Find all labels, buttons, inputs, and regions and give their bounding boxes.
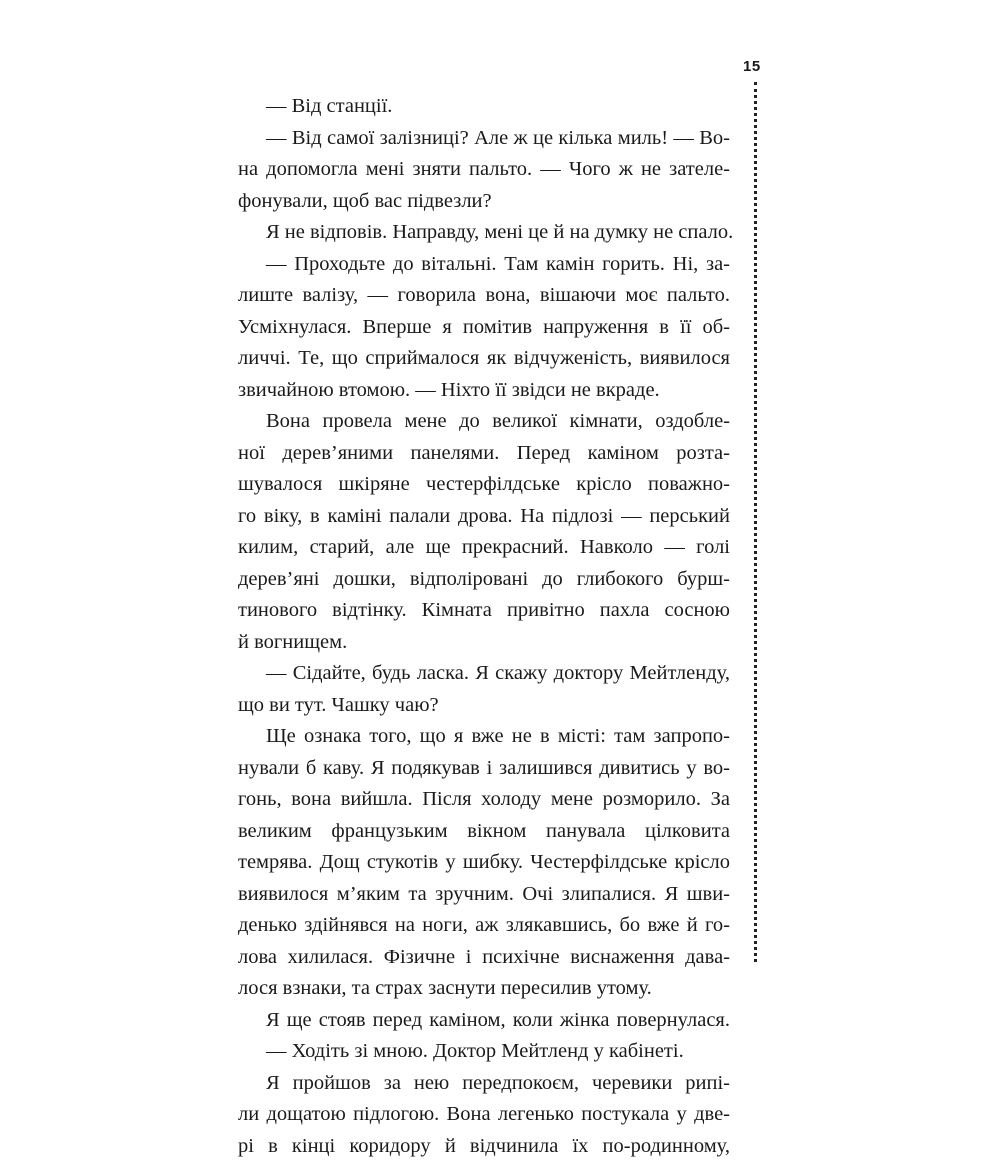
text-line: Вона провела мене до великої кімнати, оздоблe- bbox=[238, 406, 730, 438]
text-line: й вогнищем. bbox=[238, 627, 730, 659]
text-line: — Від самої залізниці? Але ж це кілька миль! — Во- bbox=[238, 123, 730, 155]
text-line: денько здійнявся на ноги, аж злякавшись, бо вже й го- bbox=[238, 910, 730, 942]
text-line: дерев’яні дошки, відполіровані до глибокого бурш- bbox=[238, 564, 730, 596]
text-line: Ще ознака того, що я вже не в місті: там запропо- bbox=[238, 721, 730, 753]
text-line: ли дощатою підлогою. Вона легенько постукала у две- bbox=[238, 1099, 730, 1131]
text-line: на допомогла мені зняти пальто. — Чого ж не зателе- bbox=[238, 154, 730, 186]
text-line: го віку, в каміні палали дрова. На підлозі — перський bbox=[238, 501, 730, 533]
text-line: що ви тут. Чашку чаю? bbox=[238, 690, 730, 722]
text-line: рі в кінці коридору й відчинила їх по-родинному, bbox=[238, 1131, 730, 1162]
text-line: Я ще стояв перед каміном, коли жінка повернулася. bbox=[238, 1005, 730, 1037]
page-number: 15 bbox=[743, 58, 761, 75]
text-line: ної дерев’яними панелями. Перед каміном розта- bbox=[238, 438, 730, 470]
text-line: тинового відтінку. Кімната привітно пахла сосною bbox=[238, 595, 730, 627]
text-line: великим французьким вікном панувала цілковита bbox=[238, 816, 730, 848]
text-line: Я не відповів. Направду, мені це й на думку не спало. bbox=[238, 217, 730, 249]
text-line: фонували, щоб вас підвезли? bbox=[238, 186, 730, 218]
text-line: Усміхнулася. Вперше я помітив напруження в її об- bbox=[238, 312, 730, 344]
text-line: личчі. Те, що сприймалося як відчуженість, виявилося bbox=[238, 343, 730, 375]
text-line: — Сідайте, будь ласка. Я скажу доктору Мейтленду, bbox=[238, 658, 730, 690]
text-line: темрява. Дощ стукотів у шибку. Честерфілдське крісло bbox=[238, 847, 730, 879]
text-line: — Від станції. bbox=[238, 91, 730, 123]
body-text bbox=[238, 91, 730, 1162]
text-line: звичайною втомою. — Ніхто її звідси не вкраде. bbox=[238, 375, 730, 407]
dotted-margin-rule bbox=[754, 82, 757, 962]
text-line: — Проходьте до вітальні. Там камін горить. Ні, за- bbox=[238, 249, 730, 281]
text-line: виявилося м’яким та зручним. Очі злипалися. Я шви- bbox=[238, 879, 730, 911]
text-line: — Ходіть зі мною. Доктор Мейтленд у кабінеті. bbox=[238, 1036, 730, 1068]
text-line: лося взнаки, та страх заснути пересилив утому. bbox=[238, 973, 730, 1005]
text-line: лиште валізу, — говорила вона, вішаючи моє пальто. bbox=[238, 280, 730, 312]
text-line: Я пройшов за нею передпокоєм, черевики рипі- bbox=[238, 1068, 730, 1100]
text-line: шувалося шкіряне честерфілдське крісло поважно- bbox=[238, 469, 730, 501]
text-line: гонь, вона вийшла. Після холоду мене розморило. За bbox=[238, 784, 730, 816]
text-line: лова хилилася. Фізичне і психічне виснаження дава- bbox=[238, 942, 730, 974]
text-line: нували б каву. Я подякував і залишився дивитись у во- bbox=[238, 753, 730, 785]
text-line: килим, старий, але ще прекрасний. Навколо — голі bbox=[238, 532, 730, 564]
